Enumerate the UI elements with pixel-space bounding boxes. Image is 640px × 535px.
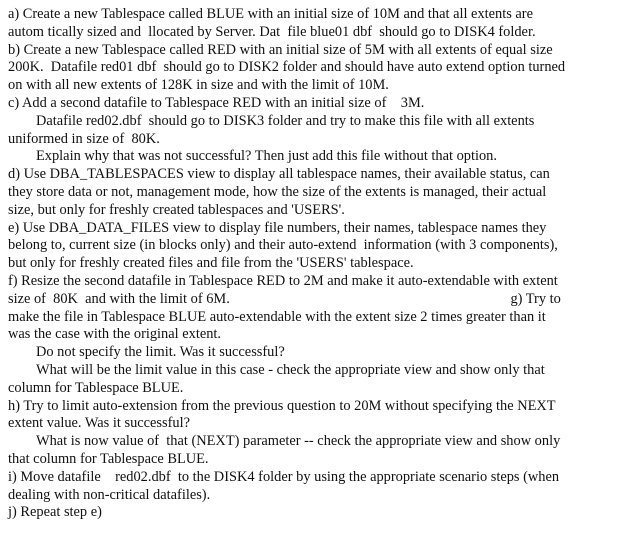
text-line: d) Use DBA_TABLESPACES view to display all tablespace names, their available status, can (8, 166, 550, 183)
text-line: size, but only for freshly created tablespaces and 'USERS'. (8, 201, 345, 218)
text-line: uniformed in size of 80K. (8, 130, 160, 147)
text-line: Datafile red02.dbf should go to DISK3 folder and try to make this file with all extents (36, 112, 535, 129)
text-line: Do not specify the limit. Was it successful? (36, 344, 285, 361)
text-line: What is now value of that (NEXT) parameter -- check the appropriate view and show only (36, 433, 561, 450)
assignment-text (8, 6, 612, 522)
text-line: j) Repeat step e) (8, 504, 102, 521)
text-line: but only for freshly created files and file from the 'USERS' tablespace. (8, 255, 414, 272)
text-line: f) Resize the second datafile in Tablespace RED to 2M and make it auto-extendable with extent (8, 272, 558, 289)
text-line: extent value. Was it successful? (8, 415, 190, 432)
text-line: i) Move datafile red02.dbf to the DISK4 folder by using the appropriate scenario steps (when (8, 468, 560, 485)
text-line: a) Create a new Tablespace called BLUE with an initial size of 10M and that all extents are (8, 6, 533, 22)
text-line: b) Create a new Tablespace called RED with an initial size of 5M with all extents of equal size (8, 41, 553, 58)
text-line: autom tically sized and llocated by Server. Dat file blue01 dbf should go to DISK4 folder. (8, 23, 536, 40)
text-line: was the case with the original extent. (8, 326, 221, 343)
text-line: dealing with non-critical datafiles). (8, 486, 211, 503)
text-line: 200K. Datafile red01 dbf should go to DISK2 folder and should have auto extend option turned (8, 59, 566, 76)
text-line: make the file in Tablespace BLUE auto-extendable with the extent size 2 times greater than it (8, 308, 546, 325)
text-line: Explain why that was not successful? Then just add this file without that option. (36, 148, 497, 165)
text-line: that column for Tablespace BLUE. (8, 450, 209, 467)
text-line: c) Add a second datafile to Tablespace RED with an initial size of 3M. (8, 94, 425, 111)
text-line: belong to, current size (in blocks only) and their auto-extend information (with 3 components), (8, 237, 558, 254)
text-line: they store data or not, management mode, how the size of the extents is managed, their actual (8, 183, 547, 200)
text-line: e) Use DBA_DATA_FILES view to display file numbers, their names, tablespace names they (8, 219, 547, 236)
text-line: size of 80K and with the limit of 6M. g) Try to (8, 290, 561, 307)
text-line: on with all new extents of 128K in size and with the limit of 10M. (8, 77, 389, 94)
text-line: h) Try to limit auto-extension from the previous question to 20M without specifying the NEXT (8, 397, 556, 414)
text-line: column for Tablespace BLUE. (8, 379, 184, 396)
text-line: What will be the limit value in this case - check the appropriate view and show only that (36, 361, 545, 378)
